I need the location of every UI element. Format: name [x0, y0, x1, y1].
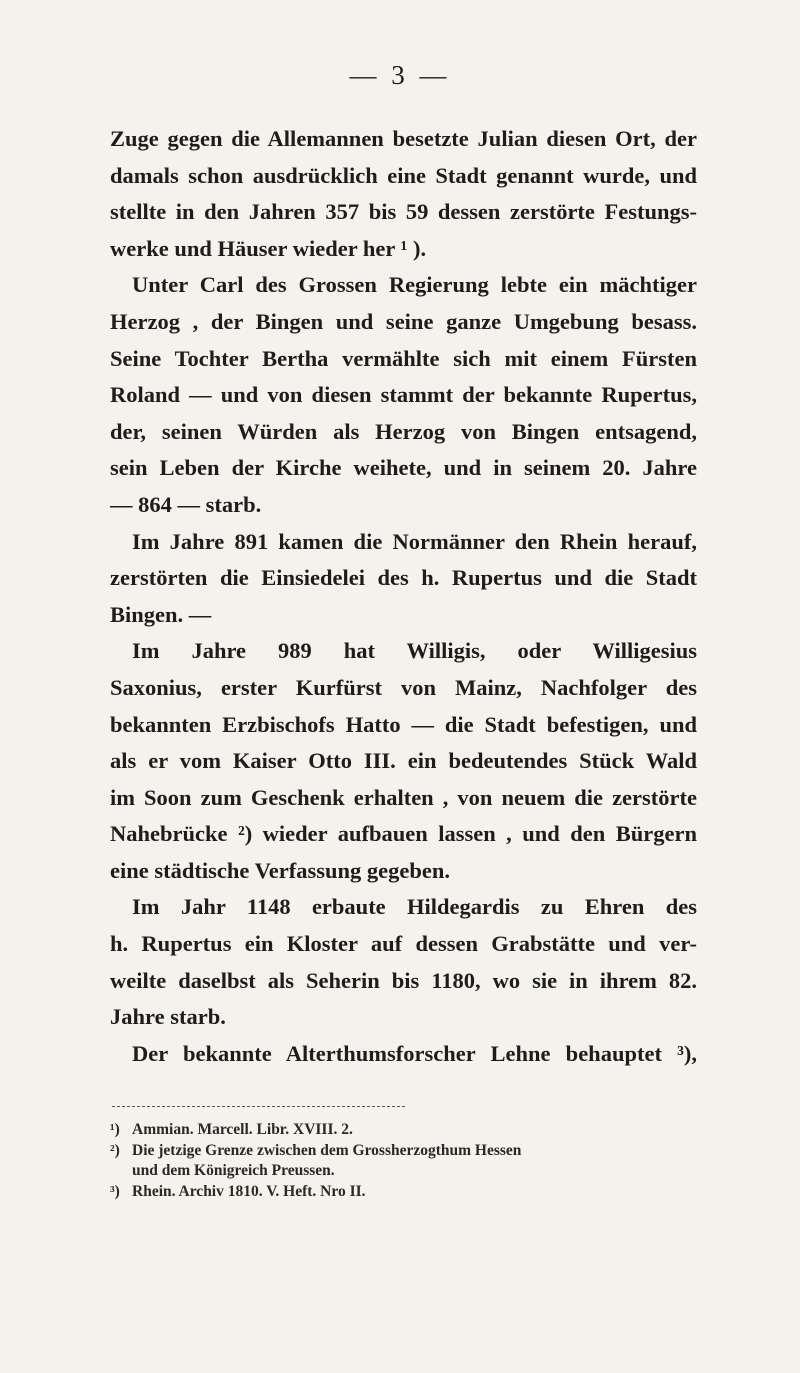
footnote: [110, 1182, 700, 1203]
text-line: h. Rupertus ein Kloster auf dessen Grabstätte und ver-: [110, 931, 697, 957]
text-line: weilte daselbst als Seherin bis 1180, wo sie in ihrem 82.: [110, 967, 697, 993]
text-line: Herzog , der Bingen und seine ganze Umgebung besass.: [110, 308, 697, 334]
footnotes: [110, 1120, 700, 1202]
text-line: eine städtische Verfassung gegeben.: [110, 857, 451, 883]
footnote-mark: ³): [110, 1182, 120, 1200]
text-line: Jahre starb.: [110, 1004, 226, 1030]
footnote-text: Ammian. Marcell. Libr. XVIII. 2.: [132, 1121, 353, 1138]
text-line: Im Jahre 891 kamen die Normänner den Rhein herauf,: [132, 528, 697, 554]
text-line: Bingen. —: [110, 601, 212, 627]
footnote: [110, 1141, 700, 1162]
text-line: als er vom Kaiser Otto III. ein bedeutendes Stück Wald: [110, 748, 697, 774]
text-line: stellte in den Jahren 357 bis 59 dessen zerstörte Festungs-: [110, 199, 697, 225]
footnote: [110, 1120, 700, 1141]
text-line: der, seinen Würden als Herzog von Bingen entsagend,: [110, 418, 697, 444]
text-line: Im Jahr 1148 erbaute Hildegardis zu Ehren des: [132, 894, 697, 920]
text-line: Zuge gegen die Allemannen besetzte Julian diesen Ort, der: [110, 126, 697, 151]
footnote-mark: ¹): [110, 1121, 120, 1138]
text-line: Im Jahre 989 hat Willigis, oder Willigesius: [132, 638, 697, 664]
text-line: bekannten Erzbischofs Hatto — die Stadt befestigen, und: [110, 711, 697, 737]
text-line: — 864 — starb.: [110, 491, 262, 517]
text-line: sein Leben der Kirche weihete, und in seinem 20. Jahre: [110, 455, 697, 481]
text-line: im Soon zum Geschenk erhalten , von neuem die zerstörte: [110, 784, 697, 810]
footnote-mark: ²): [110, 1141, 120, 1159]
footnote-text: Die jetzige Grenze zwischen dem Grossherzogthum Hessen: [132, 1141, 522, 1159]
body-text: [110, 121, 697, 1072]
footnote-divider: [112, 1106, 405, 1107]
footnote-continuation: und dem Königreich Preussen.: [132, 1162, 335, 1179]
text-line: Der bekannte Alterthumsforscher Lehne behauptet ³),: [132, 1040, 697, 1066]
text-line: Unter Carl des Grossen Regierung lebte ein mächtiger: [132, 272, 697, 298]
text-line: Roland — und von diesen stammt der bekannte Rupertus,: [110, 382, 697, 408]
text-line: Nahebrücke ²) wieder aufbauen lassen , und den Bürgern: [110, 821, 697, 847]
text-line: zerstörten die Einsiedelei des h. Rupertus und die Stadt: [110, 565, 697, 591]
page-number: — 3 —: [349, 60, 451, 90]
text-line: werke und Häuser wieder her ¹ ).: [110, 235, 427, 261]
text-line: Saxonius, erster Kurfürst von Mainz, Nachfolger des: [110, 674, 697, 700]
text-line: damals schon ausdrücklich eine Stadt genannt wurde, und: [110, 162, 697, 188]
footnote-text: Rhein. Archiv 1810. V. Heft. Nro II.: [132, 1182, 366, 1200]
text-line: Seine Tochter Bertha vermählte sich mit einem Fürsten: [110, 345, 697, 371]
